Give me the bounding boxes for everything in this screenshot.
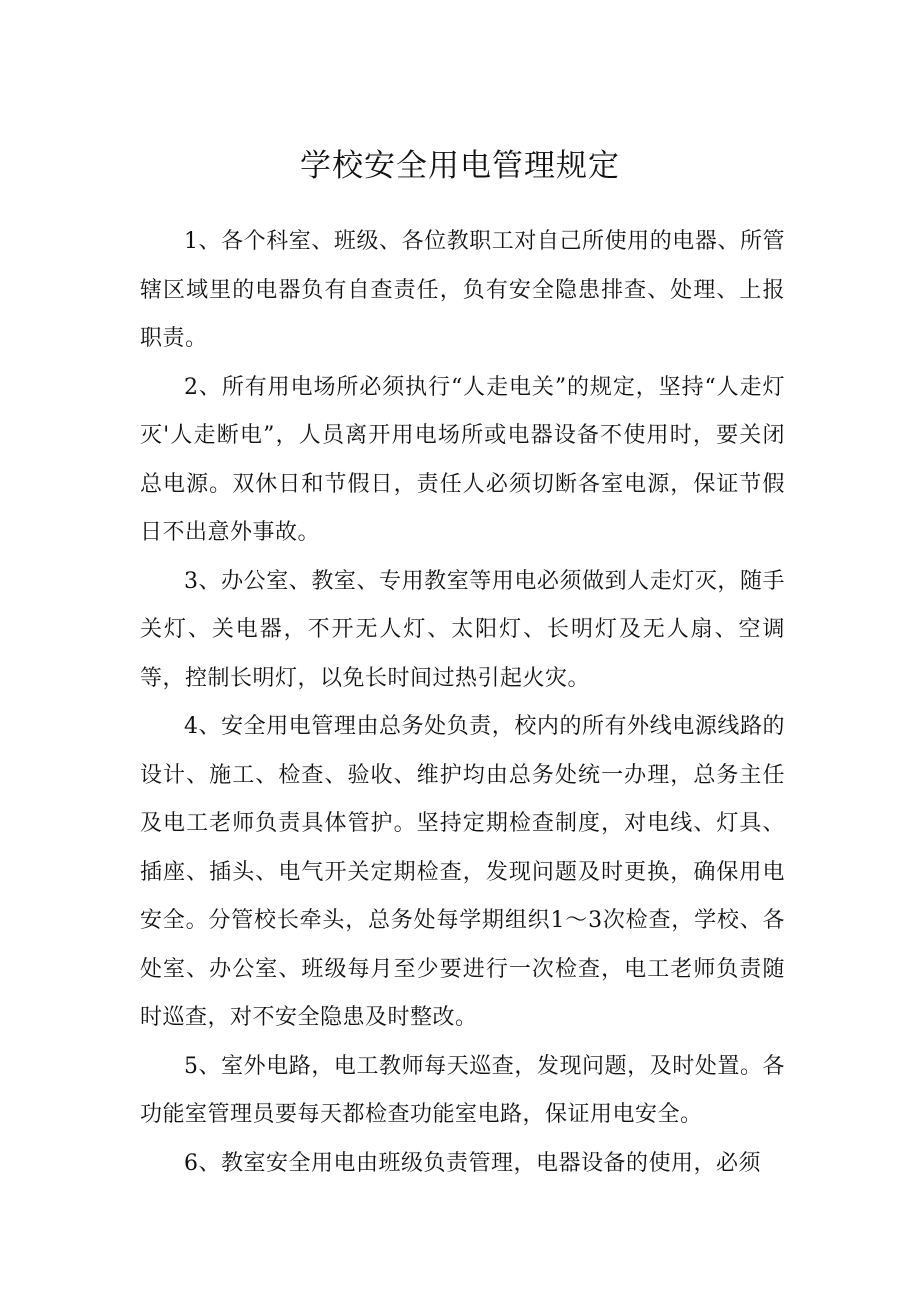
document-title: 学校安全用电管理规定 <box>300 148 620 184</box>
paragraph-4: 4、安全用电管理由总务处负责，校内的所有外线电源线路的设计、施工、检查、验收、维护均由总务处统一办理，总务主任及电工老师负责具体管护。坚持定期检查制度，对电线、灯具、插座、插头、电气开关定期检查，发现问题及时更换，确保用电安全。分管校长牵头，总务处每学期组织1～3次检查，学校、各处室、办公室、班级每月至少要进行一次检查，电工老师负责随时巡查，对不安全隐患及时整改。 <box>140 714 785 1030</box>
paragraph-1: 1、各个科室、班级、各位教职工对自己所使用的电器、所管辖区域里的电器负有自查责任，负有安全隐患排查、处理、上报职责。 <box>140 229 785 351</box>
paragraph-2: 2、所有用电场所必须执行“人走电关”的规定，坚持“人走灯灭'人走断电”，人员离开用电场所或电器设备不使用时，要关闭总电源。双休日和节假日，责任人必须切断各室电源，保证节假日不出意外事故。 <box>140 374 785 545</box>
document-body <box>140 218 785 1188</box>
paragraph-5: 5、室外电路，电工教师每天巡查，发现问题，及时处置。各功能室管理员要每天都检查功能室电路，保证用电安全。 <box>140 1053 785 1127</box>
paragraph-3: 3、办公室、教室、专用教室等用电必须做到人走灯灭，随手关灯、关电器，不开无人灯、太阳灯、长明灯及无人扇、空调等，控制长明灯，以免长时间过热引起火灾。 <box>140 568 785 691</box>
paragraph-6: 6、教室安全用电由班级负责管理，电器设备的使用，必须 <box>184 1150 761 1176</box>
